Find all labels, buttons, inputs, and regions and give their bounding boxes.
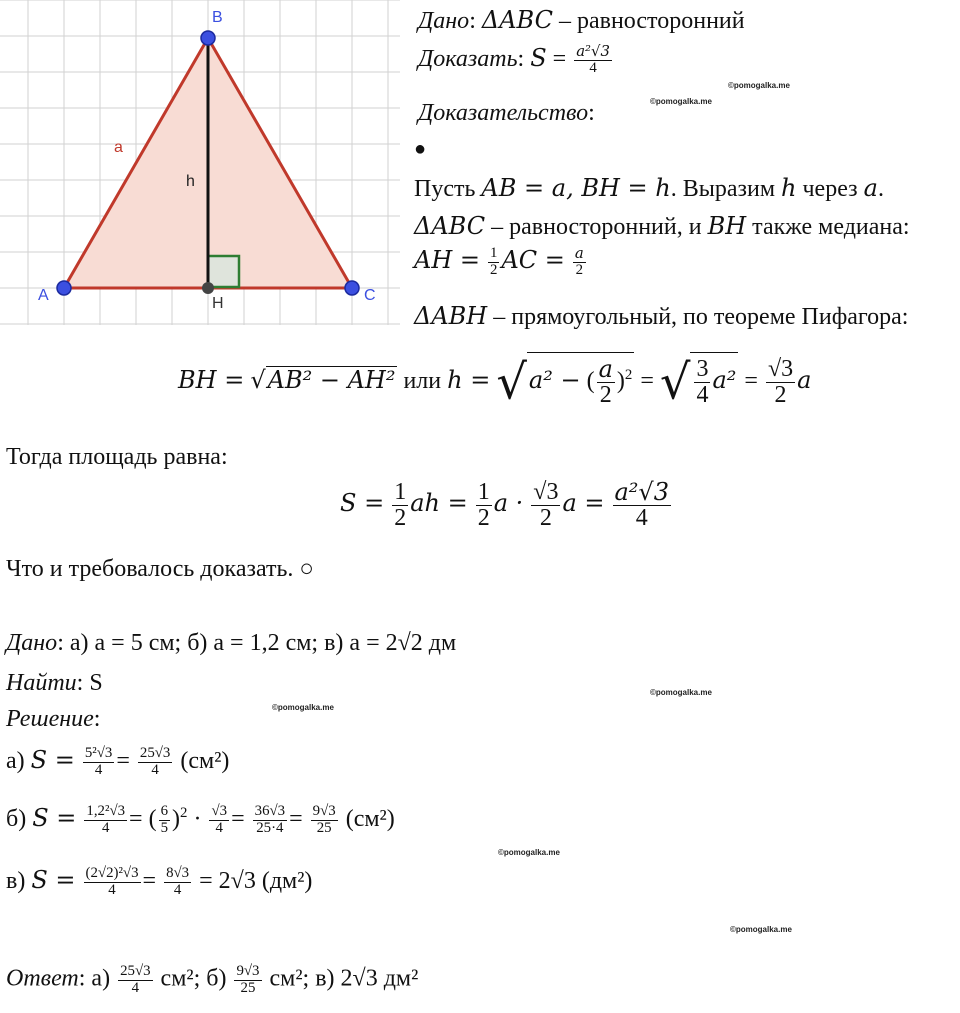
- area-half-num: 1: [394, 479, 407, 505]
- label-height-h: h: [186, 173, 195, 190]
- answer-a-num: 25√3: [120, 963, 151, 979]
- area-res-den: 4: [635, 505, 648, 532]
- proof-label-line: [418, 100, 595, 127]
- proof-line3: [414, 246, 588, 279]
- line1-a: Пусть: [414, 176, 482, 202]
- label-side-a: a: [114, 139, 123, 156]
- big-sqrt-icon: √: [496, 354, 527, 411]
- proof-prove: [418, 44, 614, 77]
- line1-avar: a: [863, 174, 878, 202]
- line1-h: h: [781, 174, 797, 202]
- sol-b-num1: 1,2²√3: [86, 803, 126, 820]
- area-a-eq: a =: [562, 489, 605, 518]
- given-sep: :: [469, 8, 476, 34]
- sol-b-den1: 4: [102, 819, 110, 836]
- qed-line: Что и требовалось доказать. ○: [6, 556, 314, 582]
- watermark: ©pomogalka.me: [730, 925, 792, 934]
- sol-a-s: S =: [30, 746, 75, 774]
- prove-s: S: [530, 44, 547, 72]
- proof-sep: :: [588, 100, 595, 126]
- bh-rad2-den: 2: [599, 382, 612, 409]
- sol-b-frac2: [209, 804, 229, 836]
- watermark: ©pomogalka.me: [650, 688, 712, 697]
- sol-a-den1: 4: [94, 761, 103, 778]
- bh-or: или: [397, 368, 448, 395]
- area-half2-num: 1: [477, 479, 490, 505]
- sol-b-paren-frac: [159, 804, 170, 836]
- watermark: ©pomogalka.me: [650, 97, 712, 106]
- sol-b-den3: 25·4: [256, 819, 284, 836]
- solution-a: [6, 746, 229, 779]
- bh-res-den: 2: [774, 382, 787, 409]
- sqrt-icon-2: √: [659, 354, 691, 411]
- point-c: [345, 281, 359, 295]
- ah-mid: AC =: [501, 246, 565, 274]
- sol-c-frac2: [164, 866, 191, 898]
- bh-formula: [178, 352, 811, 411]
- task-find-label: Найти: [6, 670, 77, 696]
- sol-b-eq2: =: [231, 806, 245, 832]
- proof-label: Доказательство: [418, 100, 589, 126]
- area-half: [392, 480, 408, 531]
- bh-eq3: =: [744, 368, 758, 395]
- ah-den: 2: [575, 261, 584, 278]
- sol-c-unit: (дм²): [261, 868, 313, 894]
- area-half2: [476, 480, 492, 531]
- sol-a-num2: 25√3: [139, 745, 171, 762]
- proof-line4: [414, 302, 908, 331]
- area-s: S =: [340, 489, 385, 518]
- area-formula: [340, 480, 673, 531]
- answer-b-num: 9√3: [236, 963, 260, 979]
- sol-a-eq: =: [116, 748, 130, 774]
- bh-radicand: AB² − AH²: [267, 366, 396, 395]
- line2-text: – равносторонний, и: [485, 214, 708, 240]
- bh-radicand2: a² − ( $\frac{a}{2}$ )$^2$: [527, 352, 634, 408]
- sol-b-unit: (см²): [345, 806, 395, 832]
- watermark: ©pomogalka.me: [272, 703, 334, 712]
- answer-a-unit: см²; б): [160, 965, 227, 992]
- sol-b-num4: 9√3: [312, 803, 336, 820]
- sol-c-frac1: [84, 866, 141, 898]
- solution-c: [6, 866, 312, 899]
- sol-b-paren-den: 5: [160, 819, 169, 836]
- sol-b-den4: 25: [316, 819, 332, 836]
- bh-rad2-num: a: [598, 355, 613, 383]
- line1-c: через: [796, 176, 864, 202]
- answer-a: : а): [78, 965, 111, 992]
- half-fraction: [488, 246, 499, 278]
- given-text: – равносторонний: [552, 8, 745, 34]
- right-angle-mark: [208, 256, 239, 287]
- watermark: ©pomogalka.me: [498, 848, 560, 857]
- answer-b-den: 25: [240, 979, 256, 996]
- answer-line: [6, 964, 418, 996]
- sol-a-num1: 5²√3: [84, 745, 113, 762]
- sol-b-dot: ·: [193, 806, 202, 832]
- sol-c-label: в): [6, 868, 32, 894]
- bh-rad2-frac: [597, 357, 615, 408]
- sol-b-num3: 36√3: [254, 803, 286, 820]
- area-ah: ah =: [410, 489, 468, 518]
- answer-a-den: 4: [131, 979, 140, 996]
- bh-res-num: √3: [767, 356, 794, 382]
- watermark: ©pomogalka.me: [728, 81, 790, 90]
- proof-given: [418, 6, 745, 35]
- sol-b-label: б): [6, 806, 33, 832]
- bh-frac-num: 3: [696, 356, 709, 382]
- prove-den: 4: [589, 59, 597, 76]
- sol-b-eq1: =: [129, 806, 143, 832]
- area-half2-den: 2: [477, 505, 490, 532]
- bh-frac: [694, 357, 710, 408]
- sol-a-unit: (см²): [180, 748, 230, 774]
- answer-b-unit: см²; в) 2√3 дм²: [269, 965, 419, 992]
- task-solution: [6, 706, 100, 733]
- line2-text2: также медиана:: [746, 214, 910, 240]
- line4-tri: ΔABH: [414, 302, 488, 330]
- line1-math: AB = a, BH = h: [481, 174, 671, 202]
- sol-c-eq2: = 2√3: [199, 868, 256, 894]
- point-a: [57, 281, 71, 295]
- half-den: 2: [490, 261, 498, 278]
- line2-tri: ΔABC: [414, 212, 486, 240]
- sol-b-paren-num: 6: [160, 803, 169, 820]
- prove-sep: :: [517, 46, 525, 72]
- sol-a-frac1: [83, 746, 115, 778]
- area-res-num: a²√3: [614, 478, 669, 506]
- area-sqrt3-frac: [531, 480, 560, 531]
- area-intro: Тогда площадь равна:: [6, 444, 228, 470]
- sol-b-frac1: [84, 804, 127, 836]
- label-h-foot: H: [212, 295, 224, 312]
- area-result: [613, 480, 672, 531]
- prove-fraction: [574, 44, 612, 76]
- line1-d: .: [877, 176, 884, 202]
- sol-c-den1: 4: [108, 881, 116, 898]
- sol-a-frac2: [138, 746, 172, 778]
- proof-line2: [414, 212, 910, 241]
- sol-c-s: S =: [31, 866, 76, 894]
- task-find-text: : S: [76, 670, 103, 696]
- bh-frac-den: 4: [696, 382, 709, 409]
- label-c-vertex: C: [364, 287, 376, 304]
- sol-a-den2: 4: [151, 761, 159, 778]
- proof-line1: [414, 174, 884, 203]
- sol-c-eq1: =: [142, 868, 157, 894]
- sol-b-eq3: =: [289, 806, 303, 832]
- sol-c-den2: 4: [173, 881, 182, 898]
- prove-eq: =: [552, 46, 567, 72]
- bh-a2: a²: [712, 366, 737, 395]
- task-given-text: : а) a = 5 см; б) a = 1,2 см; в) a = 2√2 дм: [57, 630, 457, 656]
- task-solution-sep: :: [93, 706, 101, 732]
- answer-label: Ответ: [6, 965, 79, 992]
- answer-a-frac: [118, 964, 152, 996]
- bh-result-frac: [766, 357, 795, 408]
- sol-b-num2: √3: [211, 803, 228, 820]
- line4-text: – прямоугольный, по теореме Пифагора:: [487, 304, 909, 330]
- half-num: 1: [490, 245, 498, 262]
- prove-label: Доказать: [418, 46, 518, 72]
- sqrt-icon: √: [250, 366, 266, 395]
- task-find: [6, 670, 103, 697]
- bh-rad2-a: a² −: [528, 366, 581, 395]
- task-given-label: Дано: [6, 630, 58, 656]
- sol-b-den2: 4: [215, 819, 223, 836]
- sol-a-label: а): [6, 748, 31, 774]
- sol-b-s: S =: [32, 804, 77, 832]
- bh-left: BH =: [178, 366, 245, 395]
- given-triangle: ΔABC: [481, 6, 553, 34]
- sol-b-frac3: [253, 804, 287, 836]
- answer-b-frac: [234, 964, 261, 996]
- triangle-figure: [0, 0, 400, 325]
- point-b: [201, 31, 215, 45]
- ah-left: AH =: [414, 246, 480, 274]
- bh-res-a: a: [797, 366, 812, 395]
- area-a-dot: a ·: [493, 489, 524, 518]
- line1-b: . Выразим: [670, 176, 782, 202]
- bh-eq2: =: [640, 368, 654, 395]
- line2-bh: BH: [707, 212, 747, 240]
- task-given: [6, 630, 456, 657]
- bh-radicand3: [690, 352, 738, 408]
- area-two: 2: [539, 505, 552, 532]
- bh-h: h =: [447, 366, 491, 395]
- solution-b: б) S = $\frac{\text{1,2²√3}}{4}$ = ( $\frac{6}{5}$ )$^2$ · $\frac{√3}{4}$ = $\frac{36√3}{25\cdot 4}$ = $\frac{9√3}{25}$ (см²): [6, 803, 395, 836]
- task-solution-label: Решение: [6, 706, 94, 732]
- point-h: [202, 282, 214, 294]
- sol-b-frac4: [311, 804, 338, 836]
- area-sqrt3: √3: [533, 479, 559, 505]
- sol-c-num1: (2√2)²√3: [85, 865, 139, 882]
- area-half-den: 2: [394, 505, 407, 532]
- prove-num: a²√3: [576, 42, 610, 61]
- ah-fraction: [573, 246, 586, 278]
- ah-num: a: [574, 244, 584, 263]
- given-label: Дано: [418, 8, 470, 34]
- proof-bullet: ●: [414, 138, 427, 160]
- sol-c-num2: 8√3: [166, 865, 190, 882]
- label-a-vertex: A: [38, 287, 49, 304]
- label-b-vertex: B: [212, 9, 223, 26]
